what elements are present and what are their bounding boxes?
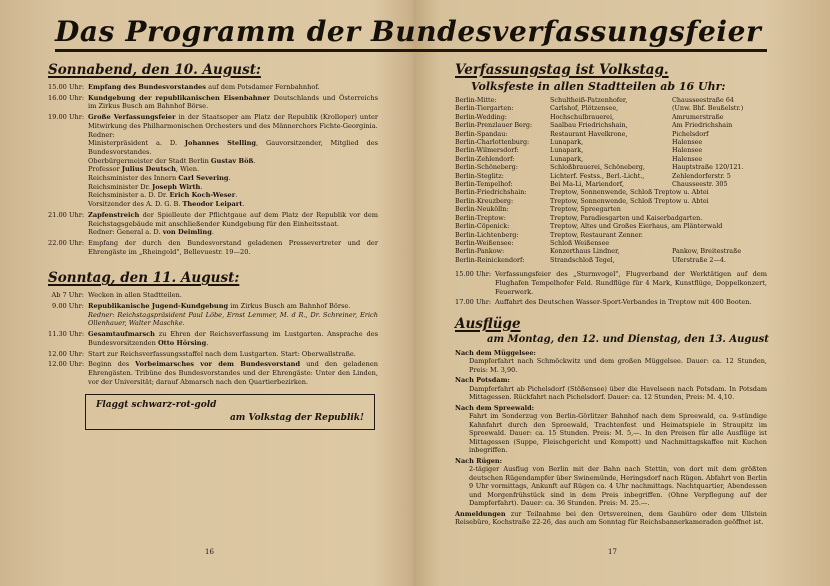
entry-time: Ab 7 Uhr:	[51, 291, 84, 300]
schedule-entry: 11.30 Uhr: Gesamtaufmarsch zu Ehren der Reichsverfassung im Lustgarten. Ansprache des Bundesvorsitzenden Otto Hörsing.	[48, 330, 378, 347]
schedule-entry	[48, 94, 378, 111]
speaker-name: von Deimling	[162, 228, 212, 237]
venue-location: Halensee	[672, 154, 703, 163]
district-name: Berlin-Weißensee:	[455, 238, 514, 247]
entry-text: in der Staatsoper am Platz der Republik (Krolloper) unter Mitwirkung des Philharmonischen Orchesters und des Männerchors Fichte-Georginia.	[88, 113, 378, 130]
entry-title: Vorbeimarsches vor dem Bundesvorstand	[135, 360, 301, 369]
venue-name: Strandschloß Tegel,	[550, 255, 615, 264]
speaker-line: Ministerpräsident a. D. Johannes Stelling, Gauvorsitzender, Mitglied des Bundesvorstandes.	[88, 139, 378, 156]
entry-text: im Zirkus Busch am Bahnhof Börse.	[228, 302, 351, 311]
schedule-entry	[455, 270, 767, 296]
district-row	[455, 104, 767, 112]
district-row	[455, 113, 767, 121]
registration-note: Anmeldungen zur Teilnahme bei den Ortsvereinen, dem Gaubüro oder dem Ullstein Reisebüro, Kochstraße 22-26, das auch am Sonntag für Reichsbannerkameraden geöffnet ist.	[455, 509, 767, 527]
venue-name: Schloß Weißensee	[550, 238, 610, 247]
schedule-entry: 12.00 Uhr: Beginn des Vorbeimarsches vor dem Bundesvorstand und den geladenen Ehrengästen. Tribüne des Bundesvorstandes und der Ehrengäste: Unter den Linden, vor der Universität; darauf Abmarsch nach den Quartierbezirken.	[48, 360, 378, 386]
schedule-entry	[48, 211, 378, 237]
entry-time: 12.00 Uhr:	[48, 360, 85, 369]
district-row	[455, 172, 767, 180]
district-name: Berlin-Mitte:	[455, 96, 497, 104]
speaker-line: Reichsminister des Innern Carl Severing.	[88, 174, 231, 183]
venue-location	[672, 188, 767, 196]
speaker-name: Gustav Böß	[210, 156, 254, 165]
speaker-name: Otto Hörsing	[157, 338, 207, 347]
venue-location	[672, 222, 767, 230]
district-name: Berlin-Pankow:	[455, 247, 505, 256]
district-table	[455, 96, 767, 264]
district-row	[455, 197, 767, 205]
district-row	[455, 256, 767, 264]
trip-title: Nach Rügen:	[455, 456, 503, 465]
district-name: Berlin-Kreuzberg:	[455, 196, 514, 205]
venue-location	[672, 197, 767, 205]
venue-location: (Unw. Bhf. Beußelstr.)	[672, 104, 744, 113]
entry-text: Deutschlands und Österreichs im Zirkus Busch am Bahnhof Börse.	[88, 93, 378, 111]
entry-time: 11.30 Uhr:	[48, 330, 85, 339]
entry-text: Beginn des	[88, 360, 136, 369]
speaker-line: Professor Julius Deutsch, Wien.	[88, 165, 200, 174]
venue-location: Amrumerstraße	[672, 112, 724, 121]
schedule-entry	[455, 298, 767, 307]
venue-name: Treptow, Paradiesgarten und Kaiserbadgarten.	[550, 213, 703, 222]
venue-location: Uferstraße 2—4.	[672, 255, 726, 264]
speaker-name: Julius Deutsch	[121, 165, 176, 174]
entry-title: Zapfenstreich	[88, 210, 140, 219]
speaker-line: Reichsminister a. D. Dr. Erich Koch-Weser.	[88, 191, 238, 200]
speaker-name: Joseph Wirth	[152, 182, 201, 191]
district-name: Berlin-Reinickendorf:	[455, 255, 525, 264]
speaker-name: Carl Severing	[178, 174, 229, 183]
venue-name: Lichterf. Festss., Berl.-Licht.,	[550, 171, 645, 180]
entry-text: Empfang der durch den Bundesvorstand geladenen Pressevertreter und der Ehrengäste im „Rheingold", Bellevuestr. 19—20.	[88, 238, 378, 256]
entry-time: 15.00 Uhr:	[48, 83, 85, 91]
trip-description: 2-tägiger Ausflug von Berlin mit der Bahn nach Stettin, von dort mit dem größten deutschen Rügendampfer über Swinemünde, Heringsdorf nach Rügen. Abfahrt von Berlin 9 Uhr vormittags, Ankunft auf Rügen ca. 4 Uhr nachmittags. Nachtquartier, Abendessen und Morgenfrühstück sind in dem Preis inbegriffen. (Ohne Verpflegung auf der Dampferfahrt). Dauer: ca. 36 Stunden. Preis: M. 25.—.	[469, 465, 767, 508]
trips-heading: Ausflüge	[455, 315, 521, 332]
saturday-heading: Sonnabend, den 10. August:	[48, 62, 261, 78]
venue-location: Am Friedrichshain	[672, 121, 733, 130]
district-row	[455, 180, 767, 188]
entry-title: Kundgebung der republikanischen Eisenbahner	[88, 93, 270, 102]
saturday-entries	[48, 83, 378, 256]
trip-description: Dampferfahrt ab Pichelsdorf (Stößensee) über die Havelseen nach Potsdam. In Potsdam Mittagessen. Rückfahrt nach Pichelsdorf. Dauer: ca. 12 Stunden, Preis: M. 4,10.	[469, 384, 767, 402]
volksfeste-subheading: Volksfeste in allen Stadtteilen ab 16 Uhr:	[471, 80, 726, 93]
title-underline	[55, 49, 767, 52]
venue-name: Bei Ma-Li, Mariendorf,	[550, 180, 624, 189]
venue-name: Schloßbrauerei, Schöneberg,	[550, 163, 645, 172]
flag-slogan-line2: am Volkstag der Republik!	[229, 413, 364, 424]
trip-description: Dampferfahrt nach Schmöckwitz und dem großen Müggelsee. Dauer: ca. 12 Stunden, Preis: M. 3,90.	[469, 357, 767, 374]
district-row	[455, 239, 767, 247]
trip-title: Nach Potsdam:	[455, 376, 510, 385]
venue-location	[672, 205, 767, 213]
sunday-heading: Sonntag, den 11. August:	[48, 270, 240, 287]
district-row	[455, 146, 767, 154]
district-name: Berlin-Tiergarten:	[455, 104, 514, 113]
schedule-entry	[48, 239, 378, 256]
venue-name: Hochschulbrauerei,	[550, 112, 615, 121]
district-name: Berlin-Treptow:	[455, 213, 506, 222]
district-name: Berlin-Steglitz:	[455, 171, 504, 180]
entry-time: 17.00 Uhr:	[455, 298, 492, 307]
entry-text: Verfassungsfeier des „Sturmvogel", Flugverband der Werktätigen auf dem Flughafen Tempelhofer Feld. Rundflüge für 4 Mark, Kunstflüge, Doppelkonzert, Feuerwerk.	[495, 270, 767, 296]
venue-name: Schultheiß-Patzenhofer,	[550, 96, 628, 104]
district-name: Berlin-Spandau:	[455, 129, 508, 138]
district-row	[455, 205, 767, 213]
venue-name: Lunapark,	[550, 138, 584, 147]
flag-slogan-box	[85, 394, 375, 430]
district-name: Berlin-Schöneberg:	[455, 163, 518, 172]
venue-name: Treptow, Restaurant Zenner.	[550, 230, 643, 239]
district-row	[455, 214, 767, 222]
district-row	[455, 130, 767, 138]
entry-text: Wecken in allen Stadtteilen.	[88, 291, 182, 300]
entry-time: 15.00 Uhr:	[455, 270, 492, 279]
district-row	[455, 138, 767, 146]
entry-text: der Spielleute der Pflichtgaue auf dem Platz der Republik vor dem Reichstagsgebäude mit anschließender Kundgebung für den Einheitsstaat.	[88, 210, 378, 228]
district-name: Berlin-Cöpenick:	[455, 222, 510, 231]
speaker-line: Oberbürgermeister der Stadt Berlin Gustav Böß.	[88, 156, 256, 165]
district-name: Berlin-Neukölln:	[455, 205, 509, 214]
schedule-entry	[48, 291, 378, 300]
venue-name: Treptow, Sonnenwende, Schloß Treptow u. Abtei	[550, 196, 709, 205]
speakers-label: Redner:	[88, 130, 115, 139]
venue-location: Chausseestr. 305	[672, 180, 728, 189]
district-row	[455, 231, 767, 239]
entry-title: Republikanische Jugend-Kundgebung	[88, 302, 229, 311]
venue-name: Carlshof, Plötzensee,	[550, 104, 619, 113]
entry-text: auf dem Potsdamer Fernbahnhof.	[205, 83, 320, 91]
district-row	[455, 163, 767, 171]
entry-title: Große Verfassungsfeier	[88, 113, 176, 122]
sunday-entries	[48, 291, 378, 386]
venue-name: Konzerthaus Lindner,	[550, 247, 620, 256]
venue-location	[672, 214, 767, 222]
entry-text: Auffahrt des Deutschen Wasser-Sport-Verbandes in Treptow mit 400 Booten.	[495, 298, 752, 307]
venue-name: Lunapark,	[550, 154, 584, 163]
district-name: Berlin-Wilmersdorf:	[455, 146, 519, 155]
speaker-line: Reichsminister Dr. Joseph Wirth.	[88, 182, 203, 191]
venue-name: Treptow, Altes und Großes Eierhaus, am Plänterwald	[550, 222, 723, 231]
district-name: Berlin-Tempelhof:	[455, 180, 513, 189]
page-title: Das Programm der Bundesverfassungsfeier	[55, 15, 762, 48]
venue-location	[672, 239, 767, 247]
speaker-name: Theodor Leipart	[182, 200, 243, 209]
trip-title: Nach dem Müggelsee:	[455, 348, 536, 357]
schedule-entry	[48, 302, 378, 328]
speakers-line: Redner: Reichstagspräsident Paul Löbe, Ernst Lemmer, M. d R., Dr. Schreiner, Erich Ollenhauer, Walter Maschke.	[88, 310, 378, 328]
entry-title: Empfang des Bundesvorstandes	[88, 83, 206, 91]
entry-time: 9.00 Uhr:	[52, 302, 84, 311]
speaker-line: Redner: General a. D. von Deimling.	[88, 228, 214, 237]
flag-slogan-line1: Flaggt schwarz-rot-gold	[96, 400, 217, 411]
venue-location	[672, 231, 767, 239]
venue-name: Lunapark,	[550, 146, 584, 155]
venue-name: Treptow, Sonnenwende, Schloß Treptow u. Abtei	[550, 188, 709, 197]
district-name: Berlin-Friedrichshain:	[455, 188, 527, 197]
district-row	[455, 247, 767, 255]
venue-location: Hauptstraße 120/121.	[672, 163, 744, 172]
district-name: Berlin-Wedding:	[455, 112, 507, 121]
left-page	[48, 62, 378, 430]
trips-subheading: am Montag, den 12. und Dienstag, den 13. August	[487, 333, 769, 345]
entry-text: Start zur Reichsverfassungsstaffel nach dem Lustgarten. Start: Oberwallstraße.	[88, 349, 356, 358]
trip-title: Nach dem Spreewald:	[455, 403, 535, 412]
district-name: Berlin-Prenzlauer Berg:	[455, 121, 533, 130]
entry-text: zu Ehren der Reichsverfassung im Lustgarten. Ansprache des Bundesvorsitzenden	[88, 330, 378, 347]
entry-time: 12.00 Uhr:	[48, 349, 85, 358]
district-row	[455, 188, 767, 196]
district-name: Berlin-Charlottenburg:	[455, 138, 530, 147]
venue-location: Halensee	[672, 146, 703, 155]
speaker-name: Erich Koch-Weser	[169, 191, 236, 200]
district-name: Berlin-Zehlendorf:	[455, 154, 515, 163]
district-row	[455, 155, 767, 163]
volkstag-events	[455, 270, 767, 307]
venue-location: Chausseestraße 64	[672, 96, 734, 104]
district-row	[455, 222, 767, 230]
trip-description: Fahrt im Sonderzug von Berlin-Görlitzer Bahnhof nach dem Spreewald, ca. 9-stündige Kahnfahrt durch den Spreewald, Trachtenfest und Heimatspiele in Straupitz im Spreewald. Dauer: ca. 15 Stunden. Preis: M. 5,—. In den Preisen für alle Ausflüge ist Mittagessen (Suppe, Fleischgericht und Kompott) und Nachmittagskaffee mit Kuchen inbegriffen.	[469, 412, 767, 455]
district-row	[455, 121, 767, 129]
entry-time: 22.00 Uhr:	[48, 238, 85, 247]
volkstag-heading: Verfassungstag ist Volkstag.	[455, 62, 669, 78]
right-page	[455, 62, 767, 527]
district-name: Berlin-Lichtenberg:	[455, 230, 519, 239]
venue-name: Restaurant Havelkrone,	[550, 129, 628, 138]
district-row	[455, 96, 767, 104]
trip-list	[455, 349, 767, 527]
schedule-entry	[48, 83, 378, 92]
entry-time: 21.00 Uhr:	[48, 210, 85, 219]
venue-location: Zehlendorferstr. 5	[672, 171, 731, 180]
entry-time: 16.00 Uhr:	[48, 93, 85, 102]
venue-location: Halensee	[672, 138, 703, 147]
speaker-line: Vorsitzender des A. D. G. B. Theodor Leipart.	[88, 200, 245, 209]
speaker-name: Johannes Stelling	[184, 139, 256, 148]
entry-time: 19.00 Uhr:	[48, 113, 85, 122]
venue-location: Pankow, Breitestraße	[672, 247, 742, 256]
venue-name: Treptow, Spreegarten	[550, 205, 621, 214]
right-page-number: 17	[608, 548, 617, 556]
entry-title: Gesamtaufmarsch	[88, 330, 155, 339]
schedule-entry	[48, 350, 378, 359]
venue-location: Pichelsdorf	[672, 129, 709, 138]
venue-name: Saalbau Friedrichshain,	[550, 121, 628, 130]
schedule-entry	[48, 113, 378, 209]
left-page-number: 16	[205, 548, 214, 556]
